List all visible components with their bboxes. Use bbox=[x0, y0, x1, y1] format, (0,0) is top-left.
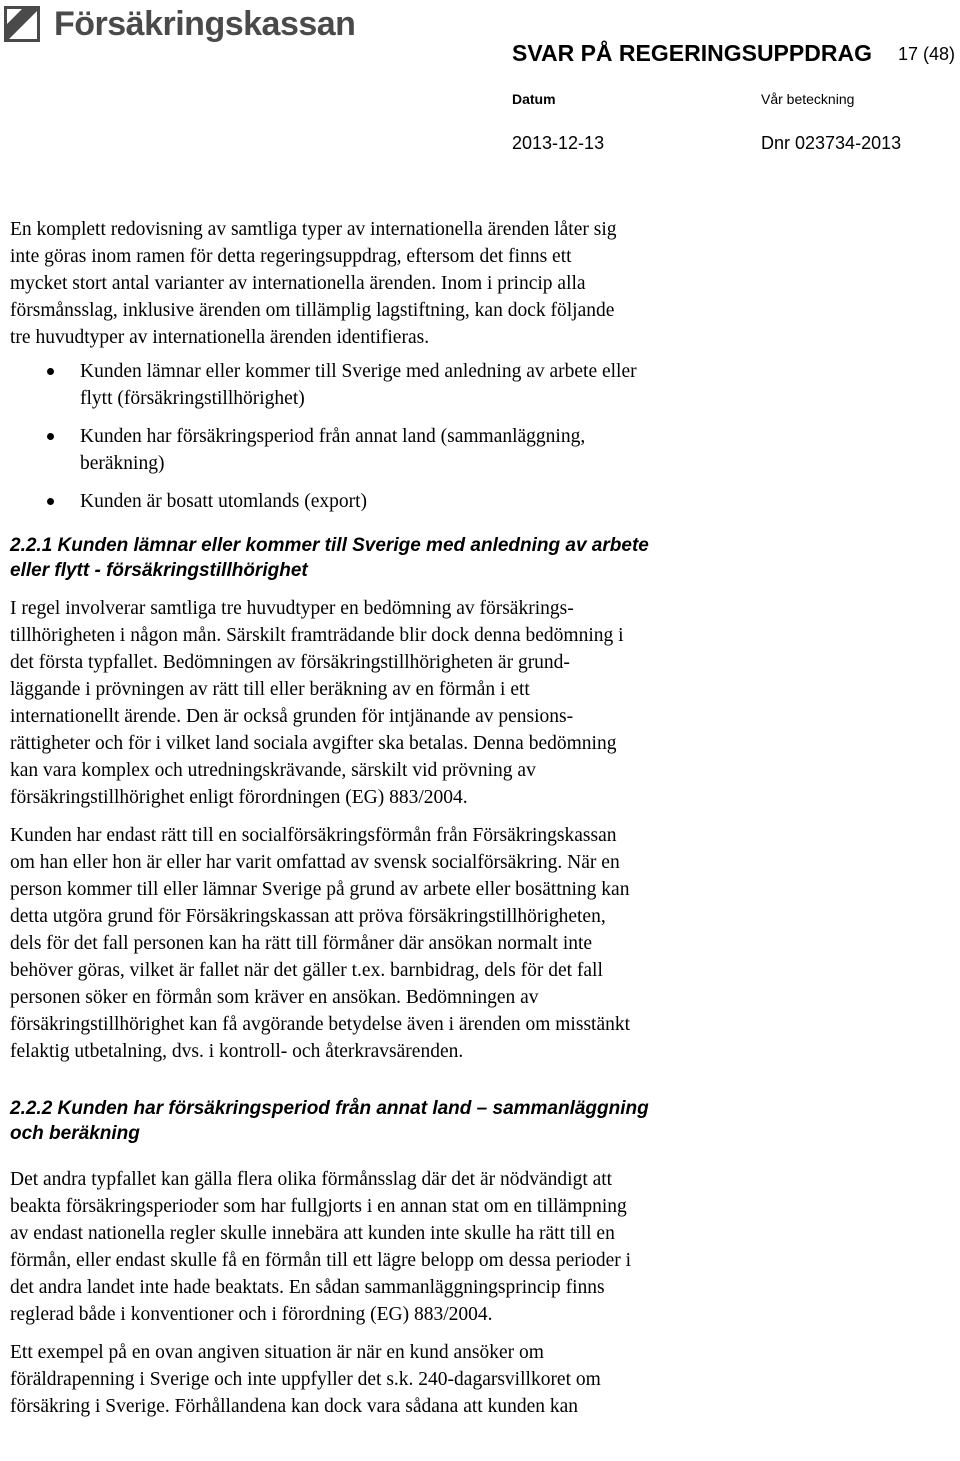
text-line: inte göras inom ramen för detta regeringsuppdrag, eftersom det finns ett bbox=[10, 246, 572, 267]
text-line: beräkning) bbox=[80, 453, 165, 474]
text-line: reglerad både i konventioner och i förordning (EG) 883/2004. bbox=[10, 1304, 493, 1325]
date-label: Datum bbox=[512, 91, 556, 107]
document-title: SVAR PÅ REGERINGSUPPDRAG bbox=[512, 40, 872, 66]
date-value: 2013-12-13 bbox=[512, 133, 605, 153]
reference-value: Dnr 023734-2013 bbox=[761, 133, 902, 153]
case-type-list bbox=[10, 358, 950, 515]
heading-line: 2.2.1 Kunden lämnar eller kommer till Sverige med anledning av arbete bbox=[10, 535, 649, 556]
text-line: personen söker en förmån som kräver en ansökan. Bedömningen av bbox=[10, 987, 539, 1008]
section-paragraph bbox=[10, 822, 950, 1065]
list-item bbox=[10, 423, 950, 477]
text-line: försäkring i Sverige. Förhållandena kan dock vara sådana att kunden kan bbox=[10, 1396, 579, 1417]
list-item bbox=[10, 358, 950, 412]
list-item bbox=[10, 488, 950, 515]
text-line: mycket stort antal varianter av internationella ärenden. Inom i princip alla bbox=[10, 273, 586, 294]
text-line: dels för det fall personen kan ha rätt till förmåner där ansökan normalt inte bbox=[10, 933, 593, 954]
text-line: rättigheter och för i vilket land sociala avgifter ska betalas. Denna bedömning bbox=[10, 733, 617, 754]
text-line: försäkringstillhörighet kan få avgörande betydelse även i ärenden om misstänkt bbox=[10, 1014, 631, 1035]
text-line: det första typfallet. Bedömningen av försäkringstillhörigheten är grund- bbox=[10, 652, 570, 673]
text-line: En komplett redovisning av samtliga typer av internationella ärenden låter sig bbox=[10, 219, 617, 240]
reference-label: Vår beteckning bbox=[761, 91, 855, 107]
page-number: 17 (48) bbox=[898, 44, 956, 64]
section-paragraph bbox=[10, 595, 950, 811]
text-line: Kunden har försäkringsperiod från annat land (sammanläggning, bbox=[80, 426, 586, 447]
section-paragraph bbox=[10, 1339, 950, 1420]
logo-icon bbox=[4, 6, 40, 42]
text-line: om han eller hon är eller har varit omfattad av svensk socialförsäkring. När en bbox=[10, 852, 620, 873]
document-body bbox=[10, 216, 950, 1420]
text-line: Det andra typfallet kan gälla flera olika förmånsslag där det är nödvändigt att bbox=[10, 1169, 613, 1190]
text-line: internationellt ärende. Den är också grunden för intjänande av pensions- bbox=[10, 706, 574, 727]
text-line: person kommer till eller lämnar Sverige på grund av arbete eller bosättning kan bbox=[10, 879, 630, 900]
text-line: flytt (försäkringstillhörighet) bbox=[80, 388, 305, 409]
text-line: tillhörigheten i någon mån. Särskilt framträdande blir dock denna bedömning i bbox=[10, 625, 624, 646]
text-line: föräldrapenning i Sverige och inte uppfyller det s.k. 240-dagarsvillkoret om bbox=[10, 1369, 601, 1390]
heading-line: och beräkning bbox=[10, 1123, 140, 1144]
section-heading-2-2-2 bbox=[10, 1096, 950, 1146]
text-line: tre huvudtyper av internationella ärenden identifieras. bbox=[10, 327, 430, 348]
org-name: Försäkringskassan bbox=[54, 5, 356, 43]
text-line: felaktig utbetalning, dvs. i kontroll- och återkravsärenden. bbox=[10, 1041, 464, 1062]
text-line: Kunden har endast rätt till en socialförsäkringsförmån från Försäkringskassan bbox=[10, 825, 617, 846]
text-line: läggande i prövningen av rätt till eller beräkning av en förmån i ett bbox=[10, 679, 530, 700]
text-line: Ett exempel på en ovan angiven situation är när en kund ansöker om bbox=[10, 1342, 544, 1363]
text-line: detta utgöra grund för Försäkringskassan att pröva försäkringstillhörigheten, bbox=[10, 906, 606, 927]
text-line: Kunden är bosatt utomlands (export) bbox=[80, 491, 368, 512]
heading-line: eller flytt - försäkringstillhörighet bbox=[10, 560, 308, 581]
text-line: beakta försäkringsperioder som har fullgjorts i en annan stat om en tillämpning bbox=[10, 1196, 627, 1217]
bullet-icon bbox=[47, 498, 54, 505]
section-paragraph bbox=[10, 1166, 950, 1328]
text-line: kan vara komplex och utredningskrävande, särskilt vid prövning av bbox=[10, 760, 536, 781]
intro-paragraph bbox=[10, 216, 950, 351]
text-line: behöver göras, vilket är fallet när det gäller t.ex. barnbidrag, dels för det fall bbox=[10, 960, 603, 981]
bullet-icon bbox=[47, 433, 54, 440]
text-line: det andra landet inte hade beaktats. En sådan sammanläggningsprincip finns bbox=[10, 1277, 605, 1298]
heading-line: 2.2.2 Kunden har försäkringsperiod från annat land – sammanläggning bbox=[10, 1098, 649, 1119]
text-line: I regel involverar samtliga tre huvudtyper en bedömning av försäkrings- bbox=[10, 598, 574, 619]
text-line: av endast nationella regler skulle innebära att kunden inte skulle ha rätt till en bbox=[10, 1223, 615, 1244]
section-heading-2-2-1 bbox=[10, 533, 950, 583]
text-line: förmån, eller endast skulle få en förmån till ett lägre belopp om dessa perioder i bbox=[10, 1250, 632, 1271]
text-line: försmånsslag, inklusive ärenden om tillämplig lagstiftning, kan dock följande bbox=[10, 300, 615, 321]
bullet-icon bbox=[47, 368, 54, 375]
text-line: försäkringstillhörighet enligt förordningen (EG) 883/2004. bbox=[10, 787, 468, 808]
logo bbox=[4, 4, 355, 44]
text-line: Kunden lämnar eller kommer till Sverige med anledning av arbete eller bbox=[80, 361, 637, 382]
